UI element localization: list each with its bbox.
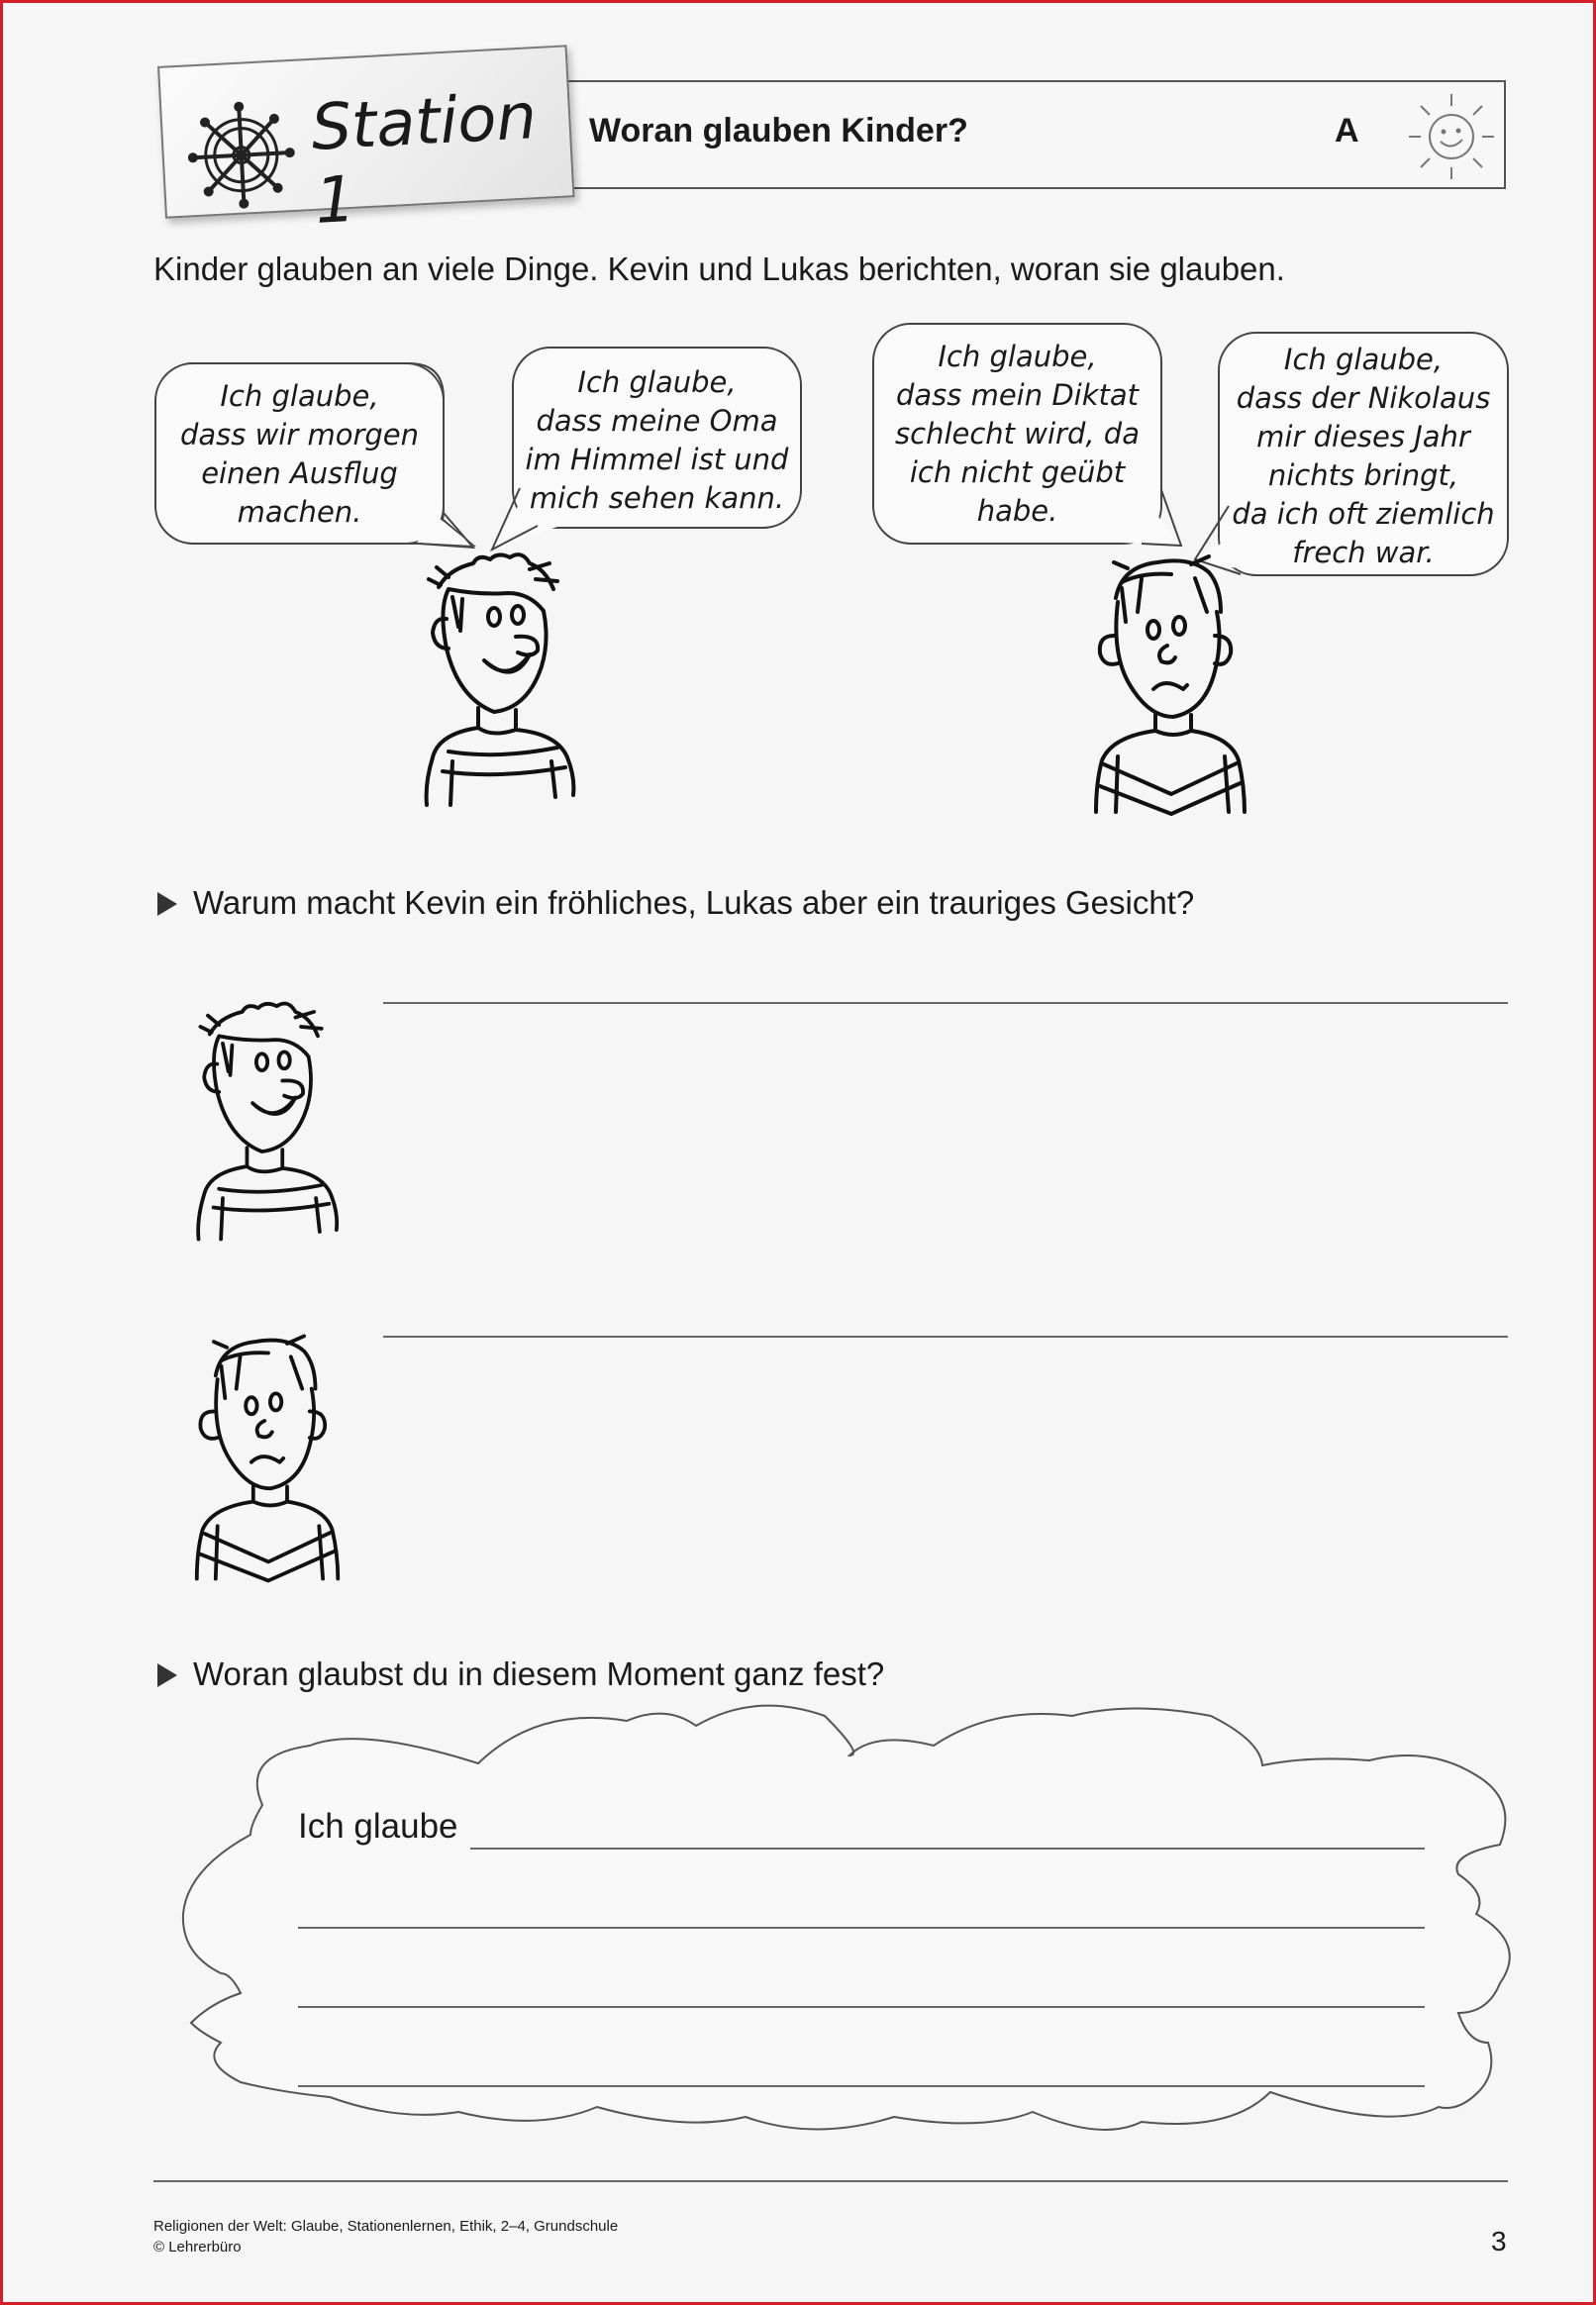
footer-line-2: © Lehrerbüro xyxy=(153,2239,242,2255)
cloud-prompt-label: Ich glaube xyxy=(298,1807,458,1846)
station-title: Station 1 xyxy=(309,80,539,239)
intro-text: Kinder glauben an viele Dinge. Kevin und Lukas berichten, woran sie glauben. xyxy=(153,251,1285,287)
cloud-answer-line-4[interactable] xyxy=(298,2085,1425,2087)
thought-cloud-shape xyxy=(3,3,1596,2181)
footer-line-1: Religionen der Welt: Glaube, Stationenlernen, Ethik, 2–4, Grundschule xyxy=(153,2218,619,2235)
bubble-text-4: Ich glaube, dass der Nikolaus mir dieses Jahr nichts bringt, da ich oft ziemlich frech war. xyxy=(1232,343,1495,569)
cloud-answer-line-3[interactable] xyxy=(298,2006,1425,2008)
cloud-answer-line-1[interactable] xyxy=(470,1848,1425,1850)
footer-credits xyxy=(153,2216,618,2257)
page-number: 3 xyxy=(1491,2226,1507,2256)
bubble-text-2: Ich glaube, dass meine Oma im Himmel ist und mich sehen kann. xyxy=(525,365,789,515)
bubble-text-1: Ich glaube, dass wir morgen einen Ausflug machen. xyxy=(179,379,420,529)
cloud-answer-line-2[interactable] xyxy=(298,1927,1425,1929)
page-title: Woran glauben Kinder? xyxy=(589,112,968,150)
task-2-question: Woran glaubst du in diesem Moment ganz fest? xyxy=(193,1655,885,1692)
level-badge: A xyxy=(1335,112,1359,150)
task-1-question: Warum macht Kevin ein fröhliches, Lukas aber ein trauriges Gesicht? xyxy=(193,884,1195,921)
bubble-text-3: Ich glaube, dass mein Diktat schlecht wird, da ich nicht geübt habe. xyxy=(895,340,1140,528)
footer-divider xyxy=(153,2180,1508,2182)
